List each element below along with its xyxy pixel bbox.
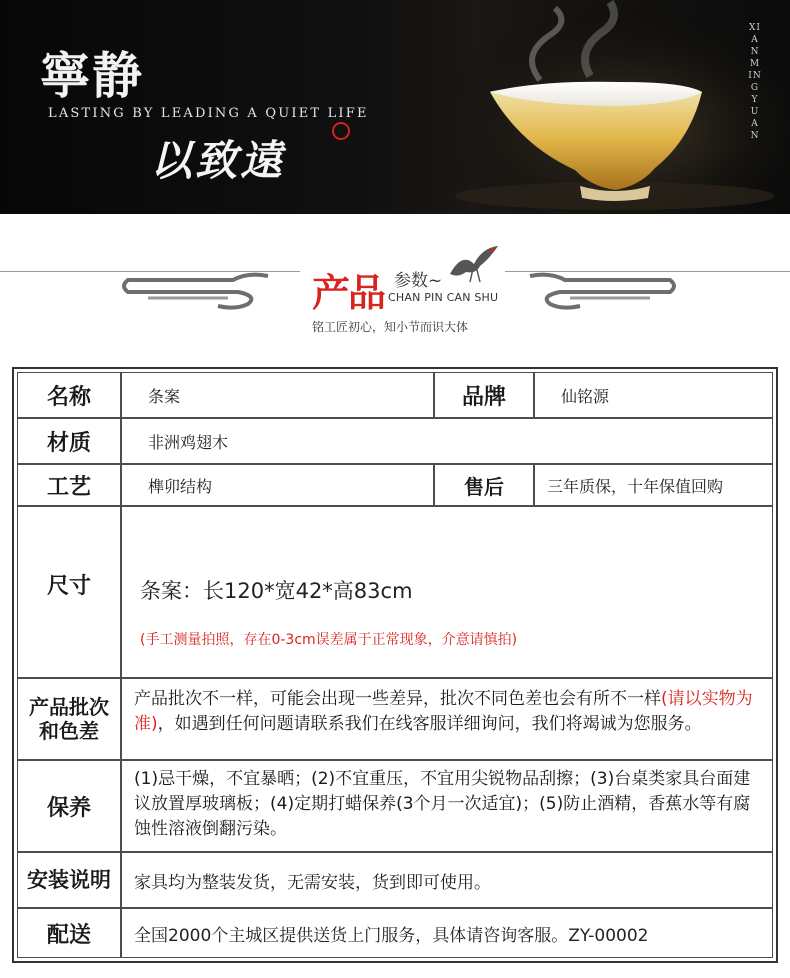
aftersale-value: 三年质保，十年保值回购	[534, 464, 773, 506]
material-value: 非洲鸡翅木	[121, 418, 773, 464]
cloud-swirl-left-icon	[118, 270, 278, 314]
red-seal-icon	[332, 122, 350, 140]
install-label: 安装说明	[17, 852, 121, 908]
product-parameter-table	[12, 367, 778, 963]
banner-title: 寧静	[40, 46, 144, 105]
tea-cup-image	[440, 0, 790, 214]
install-text: 家具均为整装发货，无需安装，货到即可使用。	[121, 852, 773, 908]
section-title: 产品	[312, 270, 385, 315]
section-subtitle-en: CHAN PIN CAN SHU	[388, 291, 499, 304]
banner-title-secondary: 以致遠	[150, 136, 286, 185]
banner-subtitle: LASTING BY LEADING A QUIET LIFE	[48, 106, 369, 121]
brand-label: 品牌	[434, 372, 534, 418]
hero-banner	[0, 0, 790, 214]
batch-text-highlight: (请以实物为准)	[134, 689, 753, 734]
section-caption: 铭工匠初心，知小节而识大体	[312, 320, 469, 334]
name-value: 条案	[121, 372, 434, 418]
cloud-swirl-right-icon	[520, 270, 680, 314]
batch-text-part2: ，如遇到任何问题请联系我们在线客服详细询问，我们将竭诚为您服务。	[157, 714, 702, 734]
banner-vertical-text: XIAN MING YUAN	[748, 23, 762, 141]
size-value: 条案：长120*宽42*高83cm	[140, 579, 413, 603]
craft-label: 工艺	[17, 464, 121, 506]
name-label: 名称	[17, 372, 121, 418]
delivery-text: 全国2000个主城区提供送货上门服务，具体请咨询客服。ZY-00002	[121, 908, 773, 958]
care-text: (1)忌干燥，不宜暴晒；(2)不宜重压，不宜用尖锐物品刮擦；(3)台桌类家具台面建议放置厚玻璃板；(4)定期打蜡保养(3个月一次适宜)；(5)防止酒精，香蕉水等有腐蚀性溶液倒翻污染。	[121, 760, 773, 852]
size-note: (手工测量拍照，存在0-3cm误差属于正常现象，介意请慎拍)	[140, 632, 518, 648]
material-label: 材质	[17, 418, 121, 464]
aftersale-label: 售后	[434, 464, 534, 506]
brand-value: 仙铭源	[534, 372, 773, 418]
delivery-label: 配送	[17, 908, 121, 958]
batch-label: 产品批次和色差	[17, 678, 121, 760]
crane-icon	[446, 244, 502, 284]
batch-text-part1: 产品批次不一样，可能会出现一些差异，批次不同色差也会有所不一样	[134, 689, 661, 709]
care-label: 保养	[17, 760, 121, 852]
craft-value: 榫卯结构	[121, 464, 434, 506]
size-label: 尺寸	[17, 506, 121, 678]
size-cell	[121, 506, 773, 678]
batch-text	[121, 678, 773, 760]
section-subtitle-cn: 参数~	[394, 271, 443, 291]
